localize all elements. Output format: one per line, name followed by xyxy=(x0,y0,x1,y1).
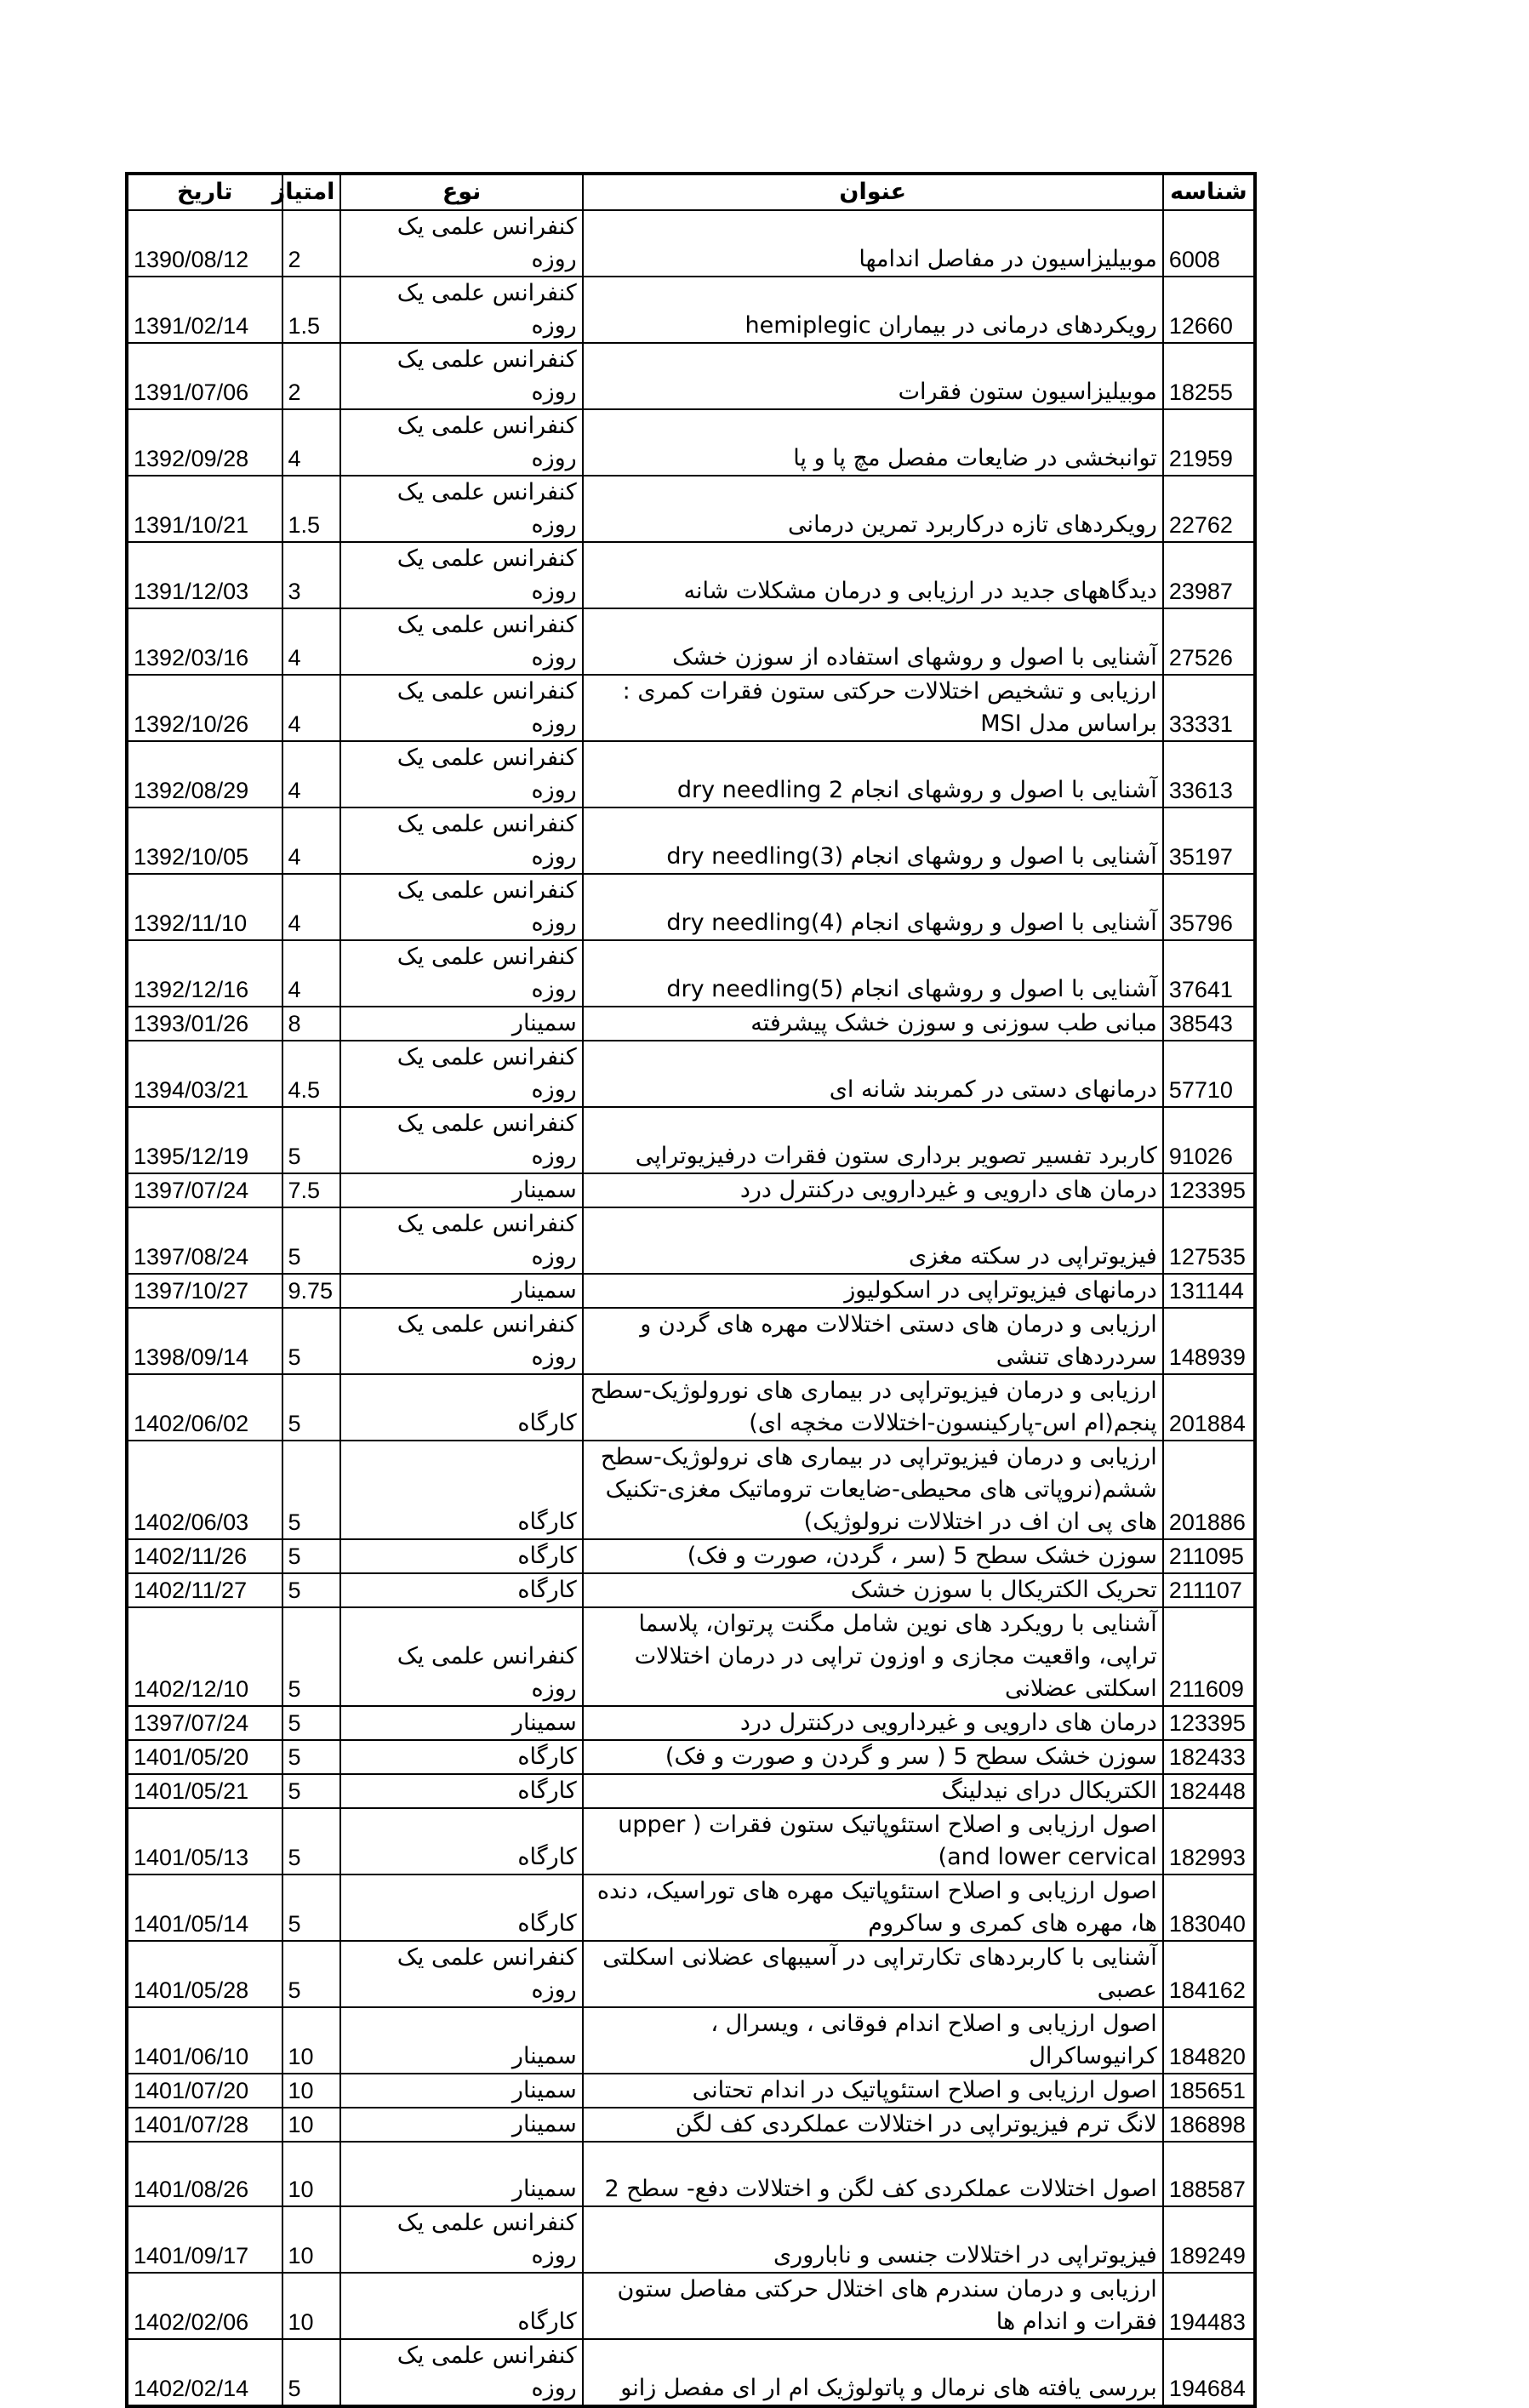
cell-score: 5 xyxy=(282,1207,341,1274)
cell-id: 21959 xyxy=(1163,409,1255,476)
cell-title: تحریک الکتریکال با سوزن خشک xyxy=(583,1573,1163,1607)
cell-title: آشنایی با اصول و روشهای انجام dry needling 2 xyxy=(583,741,1163,807)
table-row xyxy=(127,343,1255,409)
table-row xyxy=(127,1740,1255,1774)
cell-title: درمانهای فیزیوتراپی در اسکولیوز xyxy=(583,1274,1163,1308)
cell-score: 5 xyxy=(282,1539,341,1573)
cell-id: 194483 xyxy=(1163,2273,1255,2339)
cell-type: کنفرانس علمی یک روزه xyxy=(340,343,582,409)
cell-id: 188587 xyxy=(1163,2142,1255,2206)
cell-score: 4 xyxy=(282,940,341,1007)
cell-date: 1402/06/03 xyxy=(127,1441,282,1539)
cell-type: کنفرانس علمی یک روزه xyxy=(340,741,582,807)
cell-title: اصول ارزیابی و اصلاح اندام فوقانی ، ویسرال ، کرانیوساکرال xyxy=(583,2007,1163,2074)
cell-title: آشنایی با اصول و روشهای استفاده از سوزن خشک xyxy=(583,608,1163,675)
table-row xyxy=(127,807,1255,874)
cell-date: 1397/07/24 xyxy=(127,1706,282,1740)
cell-title: ارزیابی و درمان فیزیوتراپی در بیماری های نرولوژیک-سطح ششم(نروپاتی های محیطی-ضایعات تروماتیک مغزی-تکنیک های پی ان اف در اختلالات نرولوژیک) xyxy=(583,1441,1163,1539)
cell-id: 185651 xyxy=(1163,2074,1255,2108)
cell-type: کنفرانس علمی یک روزه xyxy=(340,2339,582,2406)
cell-type: کنفرانس علمی یک روزه xyxy=(340,874,582,940)
cell-score: 3 xyxy=(282,542,341,608)
cell-type: سمینار xyxy=(340,1274,582,1308)
cell-score: 8 xyxy=(282,1007,341,1041)
table-row xyxy=(127,2339,1255,2406)
cell-id: 35197 xyxy=(1163,807,1255,874)
cell-type: کنفرانس علمی یک روزه xyxy=(340,1207,582,1274)
cell-score: 9.75 xyxy=(282,1274,341,1308)
table-row xyxy=(127,1107,1255,1173)
cell-score: 2 xyxy=(282,343,341,409)
cell-type: کنفرانس علمی یک روزه xyxy=(340,1308,582,1374)
cell-type: کارگاه xyxy=(340,1774,582,1808)
cell-type: کارگاه xyxy=(340,1740,582,1774)
cell-id: 189249 xyxy=(1163,2206,1255,2273)
cell-id: 27526 xyxy=(1163,608,1255,675)
cell-date: 1401/05/28 xyxy=(127,1941,282,2007)
table-row xyxy=(127,2074,1255,2108)
cell-date: 1394/03/21 xyxy=(127,1041,282,1107)
cell-title: ارزیابی و درمان های دستی اختلالات مهره های گردن و سردردهای تنشی xyxy=(583,1308,1163,1374)
cell-date: 1392/08/29 xyxy=(127,741,282,807)
cell-score: 4 xyxy=(282,409,341,476)
header-date: تاریخ xyxy=(127,174,282,210)
table-row xyxy=(127,542,1255,608)
cell-score: 4 xyxy=(282,608,341,675)
cell-id: 186898 xyxy=(1163,2108,1255,2142)
cell-score: 2 xyxy=(282,210,341,277)
cell-title: اصول اختلالات عملکردی کف لگن و اختلالات دفع- سطح 2 xyxy=(583,2142,1163,2206)
cell-id: 91026 xyxy=(1163,1107,1255,1173)
cell-date: 1402/11/26 xyxy=(127,1539,282,1573)
cell-id: 123395 xyxy=(1163,1173,1255,1207)
cell-score: 4.5 xyxy=(282,1041,341,1107)
cell-id: 194684 xyxy=(1163,2339,1255,2406)
table-row xyxy=(127,1874,1255,1941)
cell-id: 184162 xyxy=(1163,1941,1255,2007)
cell-type: کارگاه xyxy=(340,2273,582,2339)
cell-score: 1.5 xyxy=(282,277,341,343)
table-row xyxy=(127,874,1255,940)
table-row xyxy=(127,1573,1255,1607)
cell-title: آشنایی با اصول و روشهای انجام dry needling(3) xyxy=(583,807,1163,874)
cell-date: 1392/09/28 xyxy=(127,409,282,476)
cell-score: 5 xyxy=(282,1441,341,1539)
cell-type: سمینار xyxy=(340,1173,582,1207)
cell-type: کنفرانس علمی یک روزه xyxy=(340,1041,582,1107)
cell-type: کنفرانس علمی یک روزه xyxy=(340,1941,582,2007)
cell-id: 182993 xyxy=(1163,1808,1255,1874)
cell-title: سوزن خشک سطح 5 (سر ، گردن، صورت و فک) xyxy=(583,1539,1163,1573)
cell-score: 10 xyxy=(282,2273,341,2339)
cell-date: 1402/11/27 xyxy=(127,1573,282,1607)
cell-title: دیدگاههای جدید در ارزیابی و درمان مشکلات شانه xyxy=(583,542,1163,608)
cell-type: کارگاه xyxy=(340,1441,582,1539)
table-row xyxy=(127,1173,1255,1207)
cell-type: سمینار xyxy=(340,1706,582,1740)
cell-id: 131144 xyxy=(1163,1274,1255,1308)
table-row xyxy=(127,476,1255,542)
table-row xyxy=(127,2007,1255,2074)
cell-id: 148939 xyxy=(1163,1308,1255,1374)
cell-title: موبیلیزاسیون ستون فقرات xyxy=(583,343,1163,409)
cell-type: سمینار xyxy=(340,2108,582,2142)
table-header-row xyxy=(127,174,1255,210)
cell-date: 1402/02/06 xyxy=(127,2273,282,2339)
cell-date: 1401/06/10 xyxy=(127,2007,282,2074)
table-row xyxy=(127,1374,1255,1441)
cell-date: 1401/08/26 xyxy=(127,2142,282,2206)
cell-title: اصول ارزیابی و اصلاح استئوپاتیک مهره های توراسیک، دنده ها، مهره های کمری و ساکروم xyxy=(583,1874,1163,1941)
cell-date: 1395/12/19 xyxy=(127,1107,282,1173)
cell-id: 38543 xyxy=(1163,1007,1255,1041)
courses-table xyxy=(125,172,1257,2408)
table-row xyxy=(127,1207,1255,1274)
cell-type: کارگاه xyxy=(340,1573,582,1607)
cell-title: بررسی یافته های نرمال و پاتولوژیک ام ار ای مفصل زانو xyxy=(583,2339,1163,2406)
table-row xyxy=(127,940,1255,1007)
cell-score: 10 xyxy=(282,2206,341,2273)
table-row xyxy=(127,1808,1255,1874)
cell-id: 184820 xyxy=(1163,2007,1255,2074)
cell-title: ارزیابی و تشخیص اختلالات حرکتی ستون فقرات کمری : براساس مدل MSI xyxy=(583,675,1163,741)
cell-score: 1.5 xyxy=(282,476,341,542)
cell-score: 5 xyxy=(282,1107,341,1173)
cell-id: 12660 xyxy=(1163,277,1255,343)
cell-date: 1392/03/16 xyxy=(127,608,282,675)
cell-title: درمان های دارویی و غیردارویی درکنترل درد xyxy=(583,1173,1163,1207)
cell-title: آشنایی با رویکرد های نوین شامل مگنت پرتوان، پلاسما تراپی، واقعیت مجازی و اوزون تراپی در درمان اختلالات اسکلتی عضلانی xyxy=(583,1607,1163,1706)
cell-type: سمینار xyxy=(340,2074,582,2108)
cell-title: سوزن خشک سطح 5 ( سر و گردن و صورت و فک) xyxy=(583,1740,1163,1774)
cell-type: کارگاه xyxy=(340,1539,582,1573)
cell-title: ارزیابی و درمان سندرم های اختلال حرکتی مفاصل ستون فقرات و اندام ها xyxy=(583,2273,1163,2339)
cell-id: 57710 xyxy=(1163,1041,1255,1107)
cell-title: اصول ارزیابی و اصلاح استئوپاتیک ستون فقرات ( upper and lower cervical) xyxy=(583,1808,1163,1874)
cell-id: 23987 xyxy=(1163,542,1255,608)
table-row xyxy=(127,1007,1255,1041)
cell-id: 37641 xyxy=(1163,940,1255,1007)
cell-score: 5 xyxy=(282,1374,341,1441)
table-row xyxy=(127,2142,1255,2206)
cell-score: 10 xyxy=(282,2007,341,2074)
header-id: شناسه xyxy=(1163,174,1255,210)
cell-date: 1401/05/20 xyxy=(127,1740,282,1774)
table-row xyxy=(127,1941,1255,2007)
cell-score: 4 xyxy=(282,874,341,940)
table-row xyxy=(127,210,1255,277)
cell-title: کاربرد تفسیر تصویر برداری ستون فقرات درفیزیوتراپی xyxy=(583,1107,1163,1173)
cell-type: کارگاه xyxy=(340,1874,582,1941)
cell-date: 1401/09/17 xyxy=(127,2206,282,2273)
table-row xyxy=(127,2206,1255,2273)
cell-date: 1401/07/28 xyxy=(127,2108,282,2142)
cell-date: 1391/12/03 xyxy=(127,542,282,608)
cell-date: 1401/05/21 xyxy=(127,1774,282,1808)
cell-id: 182448 xyxy=(1163,1774,1255,1808)
cell-type: کنفرانس علمی یک روزه xyxy=(340,2206,582,2273)
table-row xyxy=(127,1441,1255,1539)
cell-score: 5 xyxy=(282,1607,341,1706)
cell-id: 211609 xyxy=(1163,1607,1255,1706)
table-row xyxy=(127,1308,1255,1374)
cell-title: فیزیوتراپی در سکته مغزی xyxy=(583,1207,1163,1274)
cell-date: 1402/06/02 xyxy=(127,1374,282,1441)
cell-date: 1402/02/14 xyxy=(127,2339,282,2406)
cell-id: 183040 xyxy=(1163,1874,1255,1941)
cell-score: 7.5 xyxy=(282,1173,341,1207)
cell-id: 6008 xyxy=(1163,210,1255,277)
cell-type: کارگاه xyxy=(340,1808,582,1874)
cell-id: 18255 xyxy=(1163,343,1255,409)
cell-date: 1401/05/13 xyxy=(127,1808,282,1874)
cell-date: 1402/12/10 xyxy=(127,1607,282,1706)
cell-title: لانگ ترم فیزیوتراپی در اختلالات عملکردی کف لگن xyxy=(583,2108,1163,2142)
cell-score: 4 xyxy=(282,675,341,741)
cell-type: سمینار xyxy=(340,2007,582,2074)
cell-date: 1391/07/06 xyxy=(127,343,282,409)
cell-title: اصول ارزیابی و اصلاح استئوپاتیک در اندام تحتانی xyxy=(583,2074,1163,2108)
cell-date: 1398/09/14 xyxy=(127,1308,282,1374)
cell-score: 5 xyxy=(282,1706,341,1740)
table-body xyxy=(127,210,1255,2406)
cell-score: 5 xyxy=(282,1808,341,1874)
cell-title: الکتریکال درای نیدلینگ xyxy=(583,1774,1163,1808)
cell-type: کنفرانس علمی یک روزه xyxy=(340,675,582,741)
cell-title: رویکردهای درمانی در بیماران hemiplegic xyxy=(583,277,1163,343)
table-row xyxy=(127,1041,1255,1107)
cell-id: 127535 xyxy=(1163,1207,1255,1274)
cell-date: 1392/11/10 xyxy=(127,874,282,940)
table-row xyxy=(127,1706,1255,1740)
table-row xyxy=(127,1774,1255,1808)
cell-score: 4 xyxy=(282,741,341,807)
cell-type: کنفرانس علمی یک روزه xyxy=(340,1107,582,1173)
cell-score: 10 xyxy=(282,2108,341,2142)
cell-id: 33613 xyxy=(1163,741,1255,807)
cell-id: 33331 xyxy=(1163,675,1255,741)
cell-id: 35796 xyxy=(1163,874,1255,940)
cell-title: ارزیابی و درمان فیزیوتراپی در بیماری های نورولوژیک-سطح پنجم(ام اس-پارکینسون-اختلالات مخچه ای) xyxy=(583,1374,1163,1441)
table-row xyxy=(127,675,1255,741)
cell-date: 1391/10/21 xyxy=(127,476,282,542)
cell-id: 201884 xyxy=(1163,1374,1255,1441)
header-type: نوع xyxy=(340,174,582,210)
cell-score: 5 xyxy=(282,1308,341,1374)
table-row xyxy=(127,1539,1255,1573)
cell-title: موبیلیزاسیون در مفاصل اندامها xyxy=(583,210,1163,277)
cell-type: کنفرانس علمی یک روزه xyxy=(340,1607,582,1706)
cell-id: 182433 xyxy=(1163,1740,1255,1774)
cell-date: 1390/08/12 xyxy=(127,210,282,277)
cell-date: 1392/12/16 xyxy=(127,940,282,1007)
table-row xyxy=(127,409,1255,476)
cell-title: فیزیوتراپی در اختلالات جنسی و ناباروری xyxy=(583,2206,1163,2273)
cell-score: 5 xyxy=(282,1740,341,1774)
cell-id: 22762 xyxy=(1163,476,1255,542)
cell-title: مبانی طب سوزنی و سوزن خشک پیشرفته xyxy=(583,1007,1163,1041)
cell-type: کارگاه xyxy=(340,1374,582,1441)
cell-type: سمینار xyxy=(340,2142,582,2206)
table-row xyxy=(127,2273,1255,2339)
table-row xyxy=(127,1607,1255,1706)
cell-title: رویکردهای تازه درکاربرد تمرین درمانی xyxy=(583,476,1163,542)
cell-title: آشنایی با اصول و روشهای انجام dry needling(5) xyxy=(583,940,1163,1007)
cell-score: 5 xyxy=(282,1573,341,1607)
cell-score: 5 xyxy=(282,1874,341,1941)
cell-title: آشنایی با کاربردهای تکارتراپی در آسیبهای عضلانی اسکلتی عصبی xyxy=(583,1941,1163,2007)
cell-title: توانبخشی در ضایعات مفصل مچ پا و پا xyxy=(583,409,1163,476)
cell-date: 1401/07/20 xyxy=(127,2074,282,2108)
table-row xyxy=(127,2108,1255,2142)
cell-type: کنفرانس علمی یک روزه xyxy=(340,476,582,542)
cell-type: کنفرانس علمی یک روزه xyxy=(340,807,582,874)
cell-title: درمانهای دستی در کمربند شانه ای xyxy=(583,1041,1163,1107)
table-row xyxy=(127,277,1255,343)
cell-type: کنفرانس علمی یک روزه xyxy=(340,277,582,343)
cell-title: آشنایی با اصول و روشهای انجام dry needling(4) xyxy=(583,874,1163,940)
cell-score: 5 xyxy=(282,1774,341,1808)
cell-type: کنفرانس علمی یک روزه xyxy=(340,542,582,608)
cell-date: 1391/02/14 xyxy=(127,277,282,343)
cell-score: 5 xyxy=(282,1941,341,2007)
cell-date: 1401/05/14 xyxy=(127,1874,282,1941)
table-row xyxy=(127,1274,1255,1308)
cell-id: 123395 xyxy=(1163,1706,1255,1740)
cell-type: کنفرانس علمی یک روزه xyxy=(340,409,582,476)
header-score: امتیاز xyxy=(282,174,341,210)
cell-type: کنفرانس علمی یک روزه xyxy=(340,940,582,1007)
cell-date: 1392/10/26 xyxy=(127,675,282,741)
cell-score: 10 xyxy=(282,2074,341,2108)
cell-type: سمینار xyxy=(340,1007,582,1041)
cell-id: 211095 xyxy=(1163,1539,1255,1573)
cell-id: 211107 xyxy=(1163,1573,1255,1607)
cell-date: 1397/10/27 xyxy=(127,1274,282,1308)
cell-score: 10 xyxy=(282,2142,341,2206)
cell-score: 5 xyxy=(282,2339,341,2406)
cell-title: درمان های دارویی و غیردارویی درکنترل درد xyxy=(583,1706,1163,1740)
cell-type: کنفرانس علمی یک روزه xyxy=(340,210,582,277)
cell-date: 1397/07/24 xyxy=(127,1173,282,1207)
cell-id: 201886 xyxy=(1163,1441,1255,1539)
header-title: عنوان xyxy=(583,174,1163,210)
table-row xyxy=(127,608,1255,675)
cell-date: 1393/01/26 xyxy=(127,1007,282,1041)
cell-date: 1397/08/24 xyxy=(127,1207,282,1274)
cell-type: کنفرانس علمی یک روزه xyxy=(340,608,582,675)
cell-score: 4 xyxy=(282,807,341,874)
table-row xyxy=(127,741,1255,807)
cell-date: 1392/10/05 xyxy=(127,807,282,874)
